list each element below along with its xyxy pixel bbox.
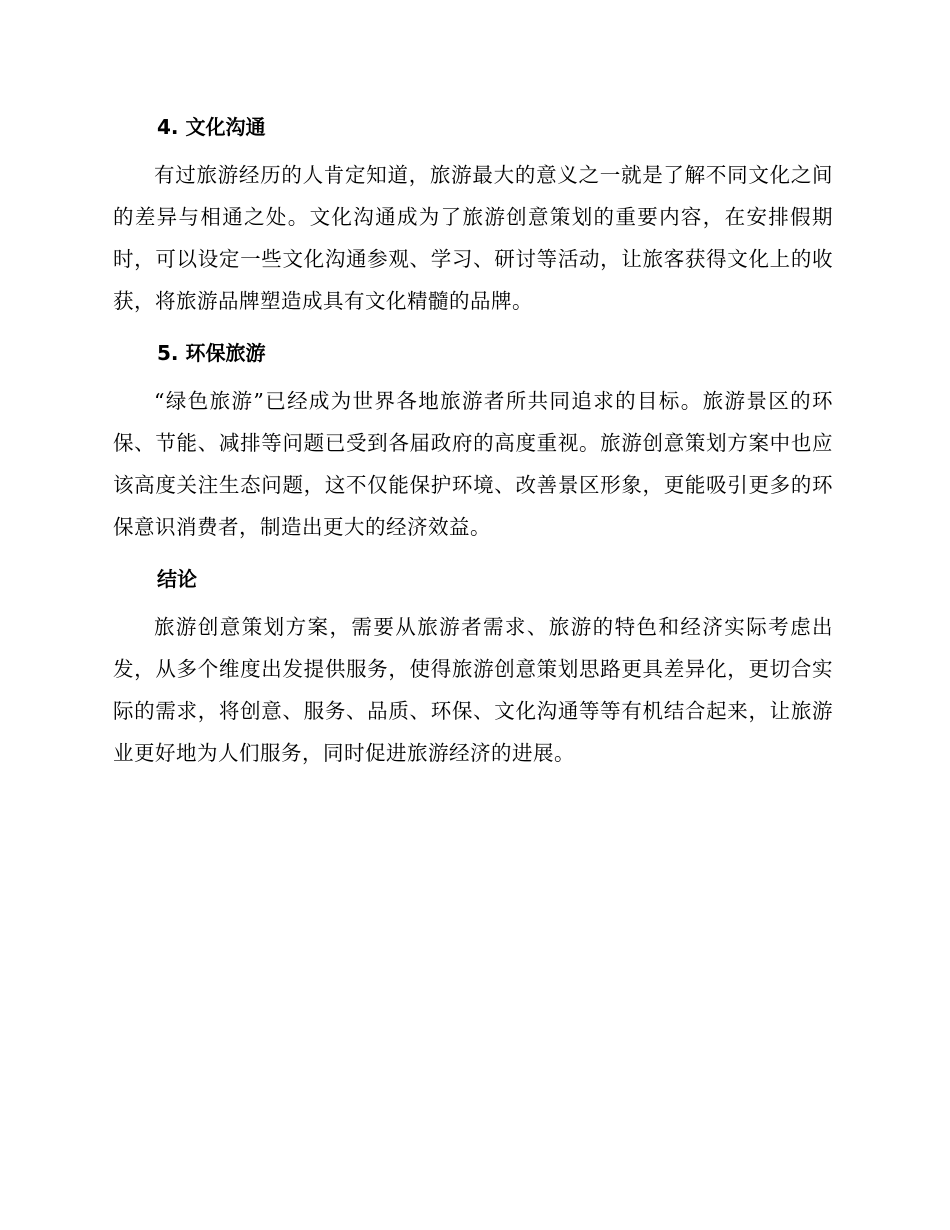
section-paragraph-eco-tourism: “绿色旅游”已经成为世界各地旅游者所共同追求的目标。旅游景区的环保、节能、减排等问题已受到各届政府的高度重视。旅游创意策划方案中也应该高度关注生态问题，这不仅能保护环境、改善景区形象，更能吸引更多的环保意识消费者，制造出更大的经济效益。 — [113, 389, 833, 539]
section-heading-conclusion: 结论 — [157, 567, 197, 591]
section-paragraph-conclusion: 旅游创意策划方案，需要从旅游者需求、旅游的特色和经济实际考虑出发，从多个维度出发提供服务，使得旅游创意策划思路更具差异化，更切合实际的需求，将创意、服务、品质、环保、文化沟通等等有机结合起来，让旅游业更好地为人们服务，同时促进旅游经济的进展。 — [113, 615, 833, 765]
section-heading-eco-tourism: 5. 环保旅游 — [157, 341, 266, 365]
document-content — [113, 108, 833, 786]
section-paragraph-culture: 有过旅游经历的人肯定知道，旅游最大的意义之一就是了解不同文化之间的差异与相通之处。文化沟通成为了旅游创意策划的重要内容，在安排假期时，可以设定一些文化沟通参观、学习、研讨等活动，让旅客获得文化上的收获，将旅游品牌塑造成具有文化精髓的品牌。 — [113, 163, 833, 313]
section-heading-culture: 4. 文化沟通 — [157, 115, 266, 139]
